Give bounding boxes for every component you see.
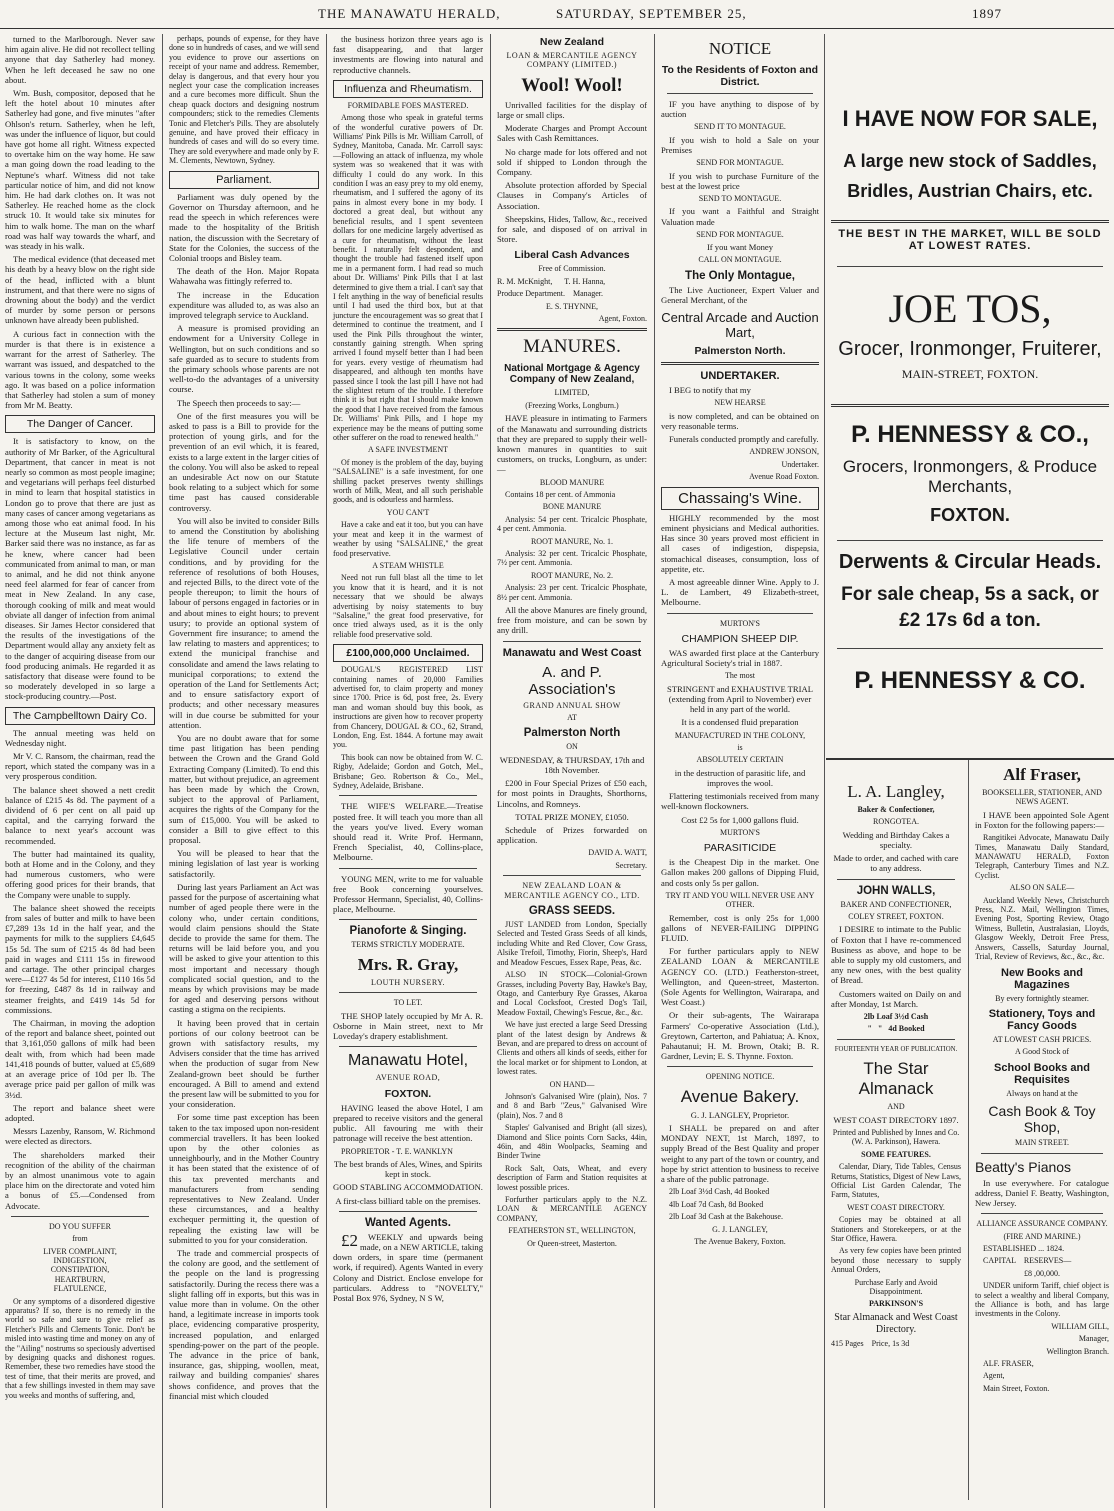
ad-hotel-road: AVENUE ROAD, xyxy=(375,1073,441,1083)
ad-text: Free of Commission. xyxy=(538,264,606,274)
divider xyxy=(339,1211,477,1212)
ad-derwents: Derwents & Circular Heads. xyxy=(838,551,1102,573)
divider xyxy=(339,992,477,993)
ad-hotel-town: FOXTON. xyxy=(384,1087,432,1100)
ad-text: is xyxy=(737,742,743,752)
ad-text: It is a condensed fluid preparation xyxy=(681,717,799,728)
ad-text: Among those who speak in grateful terms of the wonderful curative powers of Dr. Williams' Pink Pills is Mr. William Carroll, of Sydney, Manitoba, Canada. Mr. Carroll says:—Following an attack of influenza, my whole system was so weakened that it was with difficulty I could do any work. In this condition I was an easy prey to my old enemy, rheumatism, and I suffered the agony of its pains in almost every bone in my body. I doctored a great deal, but without any beneficial results, and I spent seventeen dollars for one medicine largely advertised as a cure for rheumatism, without the least benefit. I naturally felt despondent, and thought the trouble had fastened itself upon me in a permanent form. I had read so much about Dr. Williams' Pink Pills that I at last determined to give them a trial. I can't say that I felt anything in the way of beneficial results until I had used the third box, but at that juncture the encouragement was so great that I determined to continue the treatment, and I used the Pink Pills throughout the winter, constantly gaining strength. When spring arrived I found myself better than I had been for years. every vestige of rheumatism had disappeared, and although ten months have passed since I took the last pill I have not had the slightest return of the trouble. I therefore think it is but right that I should make known the good that I have received from the famous Dr. Williams' Pink Pills, and I hope my experience may be the means of putting some other sufferer on the road to renewed health." xyxy=(333,113,483,443)
notice-line: If you want Money xyxy=(706,242,774,253)
ad-text: BOOKSELLER, STATIONER, AND NEWS AGENT. xyxy=(982,788,1102,807)
ad-text: We have just erected a large Seed Dressing plant of the latest design by Andrews & Bevan, and are prepared to dress on account of Clients and others all kinds of seeds, either for the local market or for shipment to London, at lowest rates. xyxy=(497,1020,647,1077)
ad-text: JUST LANDED from London, Specially Selected and Tested Grass Seeds of all kinds, including White and Red Clover, Cow Grass, Alsike Trefoil, Timothy, Fiorin, Sheep's, Hard and Meadow Fescues, Essex Rape, Peas, &c. xyxy=(497,920,647,967)
ad-text: I DESIRE to intimate to the Public of Foxton that I have re-commenced Business as above, and hope to be able to supply my old customers, and any new ones, with the best quality of Bread. xyxy=(831,924,961,986)
ad-text: Have a cake and eat it too, but you can have your meat and keep it in the warmest of weather by using "SALSALINE," the great food preservative. xyxy=(333,520,483,558)
ad-text: WEDNESDAY, & THURSDAY, 17th and 18th November. xyxy=(499,754,645,776)
ad-text: UNDER uniform Tariff, chief object is to select a wealthy and liberal Company, the Alliance is both, and has large investments in the Colony. xyxy=(975,1281,1109,1319)
ad-text: I BEG to notify that my xyxy=(669,385,751,396)
ad-only-montague: The Only Montague, xyxy=(685,269,795,282)
ad-sale-text: A large new stock of Saddles, Bridles, Austrian Chairs, etc. xyxy=(843,151,1097,201)
ad-heading-nz: New Zealand xyxy=(539,36,605,48)
ad-text: HAVING leased the above Hotel, I am prepared to receive visitors and the general public. All favouring me with their patronage will receive the best attention. xyxy=(333,1102,483,1144)
divider xyxy=(339,795,477,796)
ad-text: Sheepskins, Hides, Tallow, &c., received for sale, and disposed of on arrival in Store. xyxy=(497,213,647,245)
divider xyxy=(661,362,819,365)
article-paragraph: The medical evidence (that deceased met his death by a heavy blow on the right side of the head, inflicted with a blunt instrument, and that there were no signs of drowning about the body) and the verdict of murder by some person or persons unknown have already been published. xyxy=(5,254,155,326)
ad-text: A Good Stock of xyxy=(1015,1047,1069,1057)
ad-text: Schedule of Prizes forwarded on application. xyxy=(497,825,647,846)
ad-heading-piano: Pianoforte & Singing. xyxy=(349,925,467,938)
subheading: FORMIDABLE FOES MASTERED. xyxy=(347,100,469,110)
ad-notice: NOTICE xyxy=(708,39,772,58)
ad-text: Or any symptoms of a disordered digestive apparatus? If so, there is no remedy in the world so safe and sure to give relief as Fletcher's Pills and Clements Tonic. Don't be misled into wasting time and money on any of the "Ailing" nostrums so speciously advertised by designing quacks and dishonest rogues. Remember, these two remedies have stood the test of time, that their merits are proved, and that a few shillings invested in them may save you weeks and months of suffering, and, xyxy=(5,1296,155,1400)
article-paragraph: the business horizon three years ago is fast disappearing, and that larger investments are flowing into natural and reproductive channels. xyxy=(333,34,483,75)
column-rule xyxy=(824,34,825,1508)
article-paragraph: Mr V. C. Ransom, the chairman, read the report, which stated the company was in a very prosperous condition. xyxy=(5,751,155,782)
ad-text: Star Almanack and West Coast Directory. xyxy=(834,1311,958,1335)
ad-price: 2lb Loaf 3½d Cash, 4d Booked xyxy=(669,1187,770,1197)
ad-text: is the Cheapest Dip in the market. One Gallon makes 200 gallons of Dipping Fluid, and costs only 5s per gallon. xyxy=(661,857,819,888)
ad-text: As very few copies have been printed beyond those necessary to supply Annual Orders, xyxy=(831,1246,961,1275)
ad-signature: Avenue Road Foxton. xyxy=(749,472,819,482)
divider xyxy=(503,875,641,876)
divider xyxy=(981,1153,1103,1154)
ad-text: In use everywhere. For catalogue address, Daniel F. Beatty, Washington, New Jersey. xyxy=(975,1177,1109,1208)
headline-influenza: Influenza and Rheumatism. xyxy=(333,80,483,98)
ad-text: Cost £2 5s for 1,000 gallons fluid. xyxy=(681,814,799,825)
ad-text: AT xyxy=(567,713,577,722)
ad-text: TOTAL PRIZE MONEY, £1050. xyxy=(515,811,629,822)
ad-parasiticide: PARASITICIDE xyxy=(703,842,777,855)
manure-name: BLOOD MANURE xyxy=(539,477,605,487)
notice-line: If you want a Faithful and Straight Valuation made xyxy=(661,206,819,227)
ad-heading: TO LET. xyxy=(393,998,423,1008)
ad-text: (FIRE AND MARINE.) xyxy=(1003,1231,1081,1241)
ad-text: WEEKLY and upwards being made, on a NEW ARTICLE, taking down orders, in spare time (permanent work, if required). Agents Wanted in every Colony and District. Enclose envelope for particulars. Address to "NOVELTY," Postal Box 976, Sydney, N S W, xyxy=(333,1231,483,1303)
ad-beatty: Beatty's Pianos xyxy=(975,1158,1072,1175)
ad-joe-tos: JOE TOS, xyxy=(888,286,1052,331)
ad-text: Rangitikei Advocate, Manawatu Daily Times, Manawatu Daily Standard, MANAWATU HERALD, Foxton Telegraph, Canterbury Times and N.Z. Cyclist. xyxy=(975,833,1109,880)
ad-signature: The Avenue Bakery, Foxton. xyxy=(694,1236,786,1246)
ad-text: ALSO IN STOCK—Colonial-Grown Grasses, including Poverty Bay, Hawke's Bay, Otago, and Canterbury Rye Grasses, Akaroa and Local Cocksfoot, Crested Dog's Tail, Meadow Foxtail, Chewing's Fescue, &c., &c. xyxy=(497,970,647,1017)
notice-line: SEND IT TO MONTAGUE. xyxy=(694,122,786,132)
ad-langley-town: RONGOTEA. xyxy=(873,817,919,827)
column-7 xyxy=(826,760,966,1500)
ad-text: HAVE pleasure in intimating to Farmers of the Manawatu and surrounding districts that they are prepared to supply their well-known manures in quantities to suit customers, on trucks, Longburn, as under:— xyxy=(497,413,647,475)
divider xyxy=(667,93,813,94)
column-8 xyxy=(970,760,1114,1500)
ad-text: Made to order, and cached with care to any address. xyxy=(833,853,959,874)
column-5 xyxy=(656,34,824,1508)
ad-text: Or their sub-agents, The Wairarapa Farmers' Co-operative Association (Ltd.), Greytown, Carterton, and Pahiatua; A. Knox, Pahautanui; H. M. Brown, Otaki; B. R. Gardner, Levin; E. S. Thynne. Foxton. xyxy=(661,1010,819,1062)
manure-text: Analysis: 54 per cent. Tricalcic Phosphate, 4 per cent. Ammonia. xyxy=(497,514,647,534)
article-paragraph: Parliament was duly opened by the Governor on Thursday afternoon, and he read the speech in which references were made to the hospitality of the British nation, the discussion with the Secretary of State for the Colonies, the success of the Colonial troops and Bisley team. xyxy=(169,191,319,263)
article-paragraph: The trade and commercial prospects of the colony are good, and the settlement of the people on the land is progressing satisfactorily. During the recess there was a slight falling off in exports, but this was in value more than in volume. On the other hand, a legitimate increase in imports took place, evidencing comparative prosperity, increased population, and enlarged spending-power on the part of the people. The advance in the price of bank, insurance, gas, shipping, woollen, meat, railway and building companies' shares shows confidence, and proves that the financial mist which clouded xyxy=(169,1248,319,1401)
divider xyxy=(981,1213,1103,1214)
ad-price: " " 4d Booked xyxy=(867,1024,925,1034)
column-rule xyxy=(162,34,163,1508)
ad-text: Moderate Charges and Prompt Account Sales with Cash Remittances. xyxy=(497,123,647,144)
manure-name: BONE MANURE xyxy=(542,502,602,512)
ad-show-place: Palmerston North xyxy=(523,727,621,740)
article-paragraph: During last years Parliament an Act was passed for the purpose of ascertaining what number of aged people there were in the colony who, under certain conditions, would claim pensions should the State decide to provide the same for them. The returns will be laid before you, and you will be asked to give your attention to this most important and necessary though complicated social question, and to the means by which provisions may be made for aged and deserving persons without casting a stigma on the recipients. xyxy=(169,881,319,1015)
ad-text: DOUGAL'S REGISTERED LIST containing names of 20,000 Families advertised for, to claim property and money since 1700. Price is 6d, post free, 2s. Every man and woman should buy this book, as instructions are given how to recover property from Chancery, DOUGAL & CO., 62, Strand, London, Eng. Est. 1844. A fortune may await you. xyxy=(333,665,483,750)
ad-text: A most agreeable dinner Wine. Apply to J. L. de Lambert, 49 Elizabeth-street, Melbourne. xyxy=(661,576,819,608)
notice-line: If you wish to hold a Sale on your Premises xyxy=(661,134,819,156)
masthead-date: SATURDAY, SEPTEMBER 25, xyxy=(556,6,747,21)
manure-text: Analysis: 23 per cent. Tricalcic Phosphate, 8½ per cent. Ammonia. xyxy=(497,583,647,602)
article-paragraph: turned to the Marlborough. Never saw him again alive. He did not recollect telling anyone that day Satherley had money. When he left deceased he saw no one about. xyxy=(5,34,155,85)
divider xyxy=(667,1066,813,1067)
article-paragraph: The report and balance sheet were adopted. xyxy=(5,1102,155,1123)
masthead-rule xyxy=(0,28,1114,29)
divider xyxy=(339,1046,477,1047)
ad-text: OPENING NOTICE. xyxy=(705,1072,775,1082)
ad-text: WEST COAST DIRECTORY. xyxy=(847,1202,945,1212)
article-paragraph: The Speech then proceeds to say:— xyxy=(177,397,301,408)
ad-heading: DO YOU SUFFER xyxy=(49,1221,111,1231)
ad-text: Johnson's Galvanised Wire (plain), Nos. 7 and 8 and Barb "Zeus," Galvanised Wire (plain), Nos. 7 and 8 xyxy=(497,1091,647,1120)
divider xyxy=(837,648,1103,649)
ad-list: LIVER COMPLAINT, INDIGESTION, CONSTIPATION, HEARTBURN, FLATULENCE, xyxy=(43,1246,117,1294)
ad-text: Need not run full blast all the time to let you know that it is heard, and it is not necessary that we should be always advertising by noisy statements to buy "Salsaline," the great food preservative, for once tried always used, as it is the only reliable food preservative sold. xyxy=(333,573,483,639)
ad-text: AT LOWEST CASH PRICES. xyxy=(992,1034,1092,1044)
ad-text: Remember, cost is only 25s for 1,000 gallons of NEVER-FAILING DIPPING FLUID. xyxy=(661,912,819,944)
ad-text: MAIN STREET. xyxy=(1014,1138,1070,1148)
article-paragraph: The balance sheet showed the receipts from sales of butter and milk to have been £7,289 13s 1d in the half year, and the payments for milk to the suppliers £4,645 15s 5d. The sum of £215 4s 8d had been paid in wages and £111 15s in firewood and cartage. The other principal charges were—£127 4s 5d for interest, £110 16s 5d for freezing, £487 8s 1d in railway and steamer freights, and £419 14s 5d for commissions. xyxy=(5,902,155,1015)
ad-signature: WILLIAM GILL, xyxy=(1051,1321,1109,1331)
article-paragraph: The death of the Hon. Major Ropata Wahawaha was fittingly referred to. xyxy=(169,266,319,287)
ad-text: ESTABLISHED ... 1824. xyxy=(983,1243,1065,1253)
ad-address: Or Queen-street, Masterton. xyxy=(527,1238,617,1248)
ad-text: ON xyxy=(566,742,578,752)
ad-text: perhaps, pounds of expense, for they have done so in hundreds of cases, and we will send you evidence to prove our assertions on receipt of your name and address. Remember, delay is dangerous, and that every hour you neglect your case the complication increases and a cure becomes more difficult. Shun the cheap quack doctors and designing nostrum compounders; stick to the remedies Clements Tonic and Fletcher's Pills. They are absolutely genuine, and have proved their efficacy in hundreds of cases and will do so every time. They are sold everywhere and made only by F. M. Clements, Newtown, Sydney. xyxy=(169,34,319,166)
headline-unclaimed: £100,000,000 Unclaimed. xyxy=(333,644,483,662)
ad-text: Of money is the problem of the day, buying "SALSALINE" is a safe investment, for one shilling packet preserves twenty shillings worth of Milk, Meat, and all such perishable goods, and is odourless and harmless. xyxy=(333,457,483,505)
divider xyxy=(837,266,1103,267)
ad-hennessy: P. HENNESSY & CO., xyxy=(851,421,1089,448)
column-rule xyxy=(326,34,327,1508)
ad-text: NEW HEARSE xyxy=(714,398,766,408)
ad-text: PROPRIETOR - T. E. WANKLYN xyxy=(341,1146,453,1156)
ad-new-books: New Books and Magazines xyxy=(1001,966,1083,991)
ad-text: The best brands of Ales, Wines, and Spirits kept in stock. xyxy=(333,1158,483,1180)
divider xyxy=(837,879,955,880)
article-paragraph: It having been proved that in certain portions of our colony beetroot can be grown with satisfactory results, my Advisers consider that the time has arrived when the production of sugar from New Zealand-grown beet should be further encouraged. A Bill to amend and extend the present law will be submitted to you for your consideration. xyxy=(169,1017,319,1110)
ad-text xyxy=(333,1232,483,1303)
ad-agent-name: E. S. THYNNE, xyxy=(545,301,599,311)
article-paragraph: A measure is promised providing an endowment for a University College in Wellington, but on such conditions and so safe guarded as to secure to students from the primary schools whose parents are not well-to-do the advantages of a university course. xyxy=(169,323,319,395)
ad-heading: YOU CAN'T xyxy=(386,507,430,517)
divider xyxy=(497,328,647,331)
ad-text: ABSOLUTELY CERTAIN xyxy=(696,755,784,765)
article-paragraph: You are no doubt aware that for some time past litigation has been pending between the Crown and the Grand Gold Extracting Company (Limited). To end this matter, but without prejudice, an agreement has been made by which the Crown, subject to the approval of Parliament, acquires the rights of the Company for the sum of £15,000. You will be asked to consider a Bill to give effect to this proposal. xyxy=(169,733,319,846)
ad-tos-addr: MAIN-STREET, FOXTON. xyxy=(901,367,1039,381)
ad-hotel-name: Manawatu Hotel, xyxy=(347,1052,469,1070)
ad-names: R. M. McKnight, T. H. Hanna, xyxy=(497,276,606,286)
ad-cash-book: Cash Book & Toy Shop, xyxy=(988,1103,1096,1136)
ad-langley: L. A. Langley, xyxy=(847,782,945,801)
ad-secretary: DAVID A. WATT, xyxy=(588,848,647,858)
ad-hennessy-sub: Grocers, Ironmongers, & Produce Merchants, xyxy=(842,457,1098,496)
ad-text: HIGHLY recommended by the most eminent physicians and Medical authorities. Has since 30 years proved most efficient in all cases of indigestion, dispepsia, stomachical diseases, consumption, loss of appetite, etc. xyxy=(661,512,819,574)
ad-show-heading: Manawatu and West Coast xyxy=(502,646,642,659)
article-paragraph: One of the first measures you will be asked to pass is a Bill to provide for the protection of young girls, and for the prevention of an evil which, it is feared, exists to a large extent in the larger cities of the colony. You will also be asked to repeal an undesirable Act now on our Statute book relating to a subject which for some time past has caused considerable controversy. xyxy=(169,410,319,513)
ad-price: 2lb Loaf 3d Cash at the Bakehouse. xyxy=(669,1212,783,1222)
ad-walls-sub: BAKER AND CONFECTIONER, xyxy=(840,899,952,909)
ad-heading-liberal: Liberal Cash Advances xyxy=(514,249,630,262)
article-paragraph: Messrs Lazenby, Ransom, W. Richmond were elected as directors. xyxy=(5,1126,155,1147)
ad-text: This book can now be obtained from W. C. Rigby, Adelaide; Gordon and Gotch, Mel., Brisbane; Geo. Robertson & Co., Mel., Sydney, Adelaide, Brisbane. xyxy=(333,752,483,791)
column-4 xyxy=(492,34,652,1508)
manure-text: Analysis: 32 per cent. Tricalcic Phosphate, 7½ per cent. Ammonia. xyxy=(497,548,647,568)
article-paragraph: For some time past exception has been taken to the tax imposed upon non-resident commercial travellers. It has been looked upon by the other colonies as unneighbourly, and in the Mother Country it has been stated that the existence of of this tax prevented merchants and manufacturers from sending representatives to New Zealand. Under these circumstances, and a healthy exchequer permitting it, the question of repealing the existing law will be submitted to you for your consideration. xyxy=(169,1112,319,1245)
article-paragraph: You will be pleased to hear that the mining legislation of last year is working satisfactorily. xyxy=(169,848,319,879)
ad-subheading: LOAN & MERCANTILE AGENCY COMPANY (LIMITED.) xyxy=(506,51,638,70)
column-2 xyxy=(164,34,324,1508)
ad-text: STRINGENT and EXHAUSTIVE TRIAL (extending from April to November) ever held in any part of the world. xyxy=(666,683,813,715)
article-paragraph: You will also be invited to consider Bills to amend the Constitution by abolishing the life tenure of members of the Legislative Council under certain conditions, and by providing for the reference of resolutions of both Houses, and rejected Bills, to the direct vote of the people thereupon; to limit the hours of labour of persons engaged in factories or in and about mines to eight hours; to prevent usury; to provide an optional system of Government fire insurance; to amend the law relating to masters and apprentices; to extend the municipal franchise and consolidate and amend the laws relating to municipal corporations; to extend the operation of the Land for Settlements Act; and to ensure satisfactory export of products; and other necessary measures will in due course be submitted for your attention. xyxy=(169,515,319,730)
ad-tos-sub: Grocer, Ironmonger, Fruiterer, xyxy=(838,338,1102,360)
notice-line: CALL ON MONTAGUE. xyxy=(698,255,782,265)
notice-line: SEND TO MONTAGUE. xyxy=(698,194,782,204)
ad-text: Forfurther particulars apply to the N.Z. LOAN & MERCANTILE AGENCY COMPANY, xyxy=(497,1195,647,1223)
article-paragraph: The increase in the Education expenditure was alluded to, as was also an improved telegraph service to Auckland. xyxy=(169,289,319,320)
article-paragraph: It is satisfactory to know, on the authority of Mr Barker, of the Agricultural Department, that cancer in meat is not nearly so common as most people imagine; and vegetarians will perhaps feel disturbed in mind to learn that hospital statistics in London go to prove that there are just as many cases of cancer among vegetarians as among those who eat animal food. In his lecture at the Museum last night, Mr. Barker said there was no instance, as far as he knew, where cancer had been communicated from animal to man, or man to animal, and he did not think anyone need feel alarmed for fear of cancer from meat in New Zealand. In any case, thorough cooking of milk and meat would obviate all danger of infection from animal diseases. Sir James Hector considered that the results of the investigations of the Department would allay any anxiety felt as to the danger of acquiring disease from our food producing animals. He regarded it as satisfactory that disease were found to be so moderately developed in so large a stock-producing country.—Post. xyxy=(5,436,155,702)
ad-text: THE SHOP lately occupied by Mr A. R. Osborne in Main street, next to Mr Loveday's drapery establishment. xyxy=(333,1010,483,1042)
divider xyxy=(11,1216,149,1217)
notice-line: SEND FOR MONTAGUE. xyxy=(696,158,784,168)
ad-text: Purchase Early and Avoid Disappointment. xyxy=(854,1277,938,1296)
ad-signature: ANDREW JONSON, xyxy=(749,447,819,457)
column-rule xyxy=(654,34,655,1508)
ad-company: National Mortgage & Agency Company of New Zealand, xyxy=(504,363,640,386)
ad-heading-agents: Wanted Agents. xyxy=(364,1216,452,1229)
ad-text: All the above Manures are finely ground, free from moisture, and can be sown by any drill. xyxy=(497,604,647,636)
article-paragraph: The shareholders marked their recognition of the ability of the chairman by an almost unanimous vote to again place him on the directorate and voted him a bonus of £5.—Condensed from Advocate. xyxy=(5,1149,155,1211)
ad-text: WAS awarded first place at the Canterbury Agricultural Society's trial in 1887. xyxy=(661,647,819,669)
column-rule xyxy=(968,760,969,1500)
ad-price: 4lb Loaf 7d Cash, 8d Booked xyxy=(669,1199,764,1209)
ad-signature: Wellington Branch. xyxy=(1046,1346,1109,1356)
ad-text: By every fortnightly steamer. xyxy=(995,993,1089,1003)
ad-text: Absolute protection afforded by Special Clauses in Company's Articles of Association. xyxy=(497,180,647,211)
ad-heading: A SAFE INVESTMENT xyxy=(367,445,448,455)
ad-text: YOUNG MEN, write to me for valuable free Book concerning yourselves. Professor Hermann, Specialist, 40, Collins-place, Melbourne. xyxy=(333,873,483,915)
notice-line: SEND FOR MONTAGUE. xyxy=(696,229,784,239)
ad-pages-count: 415 Pages xyxy=(831,1338,864,1348)
ad-text: Rock Salt, Oats, Wheat, and every description of Farm and Station requisites at lowest possible prices. xyxy=(497,1163,647,1192)
divider xyxy=(837,540,1103,541)
manure-name: ROOT MANURE, No. 1. xyxy=(530,536,614,546)
headline-cancer: The Danger of Cancer. xyxy=(5,415,155,433)
ad-heading: A STEAM WHISTLE xyxy=(372,560,444,570)
ad-text: A first-class billiard table on the premises. xyxy=(335,1195,481,1206)
ad-text: £200 in Four Special Prizes of £50 each, for most points in Draughts, Shorthorns, Lincolns, and Romneys. xyxy=(497,778,647,809)
masthead xyxy=(0,0,1114,30)
ad-text: MANUFACTURED IN THE COLONY, xyxy=(674,730,806,740)
ad-sheep-dip: CHAMPION SHEEP DIP. xyxy=(681,632,799,645)
ad-text: THE WIFE'S WELFARE.—Treatise posted free. It will teach you more than all the years you've lived. Every woman should read it. Write Prof. Hermann, French Specialist, 40, Collins-place, Melbourne. xyxy=(333,801,483,863)
masthead-year: 1897 xyxy=(972,6,1002,21)
ad-text: CAPITAL RESERVES— xyxy=(983,1256,1072,1266)
article-paragraph: A curious fact in connection with the murder is that there is in existence a warrant for the arrest of Satherley. The warrant was issued, and despatched to the various towns in the colony, some weeks ago. It was based on a police information that Satherley had stolen a sum of money from Mr M. Beatty. xyxy=(5,328,155,411)
ad-text: from xyxy=(72,1234,88,1244)
column-1 xyxy=(0,34,160,1508)
ad-text: Wedding and Birthday Cakes a specialty. xyxy=(842,829,950,851)
article-paragraph: The balance sheet showed a nett credit balance of £215 4s 8d. The payment of a dividend of 6 per cent on all paid up capital, and the carrying forward the balance to next year's account was recommended. xyxy=(5,784,155,846)
ad-hennessy-2: P. HENNESSY & CO. xyxy=(854,667,1086,694)
masthead-title: THE MANAWATU HERALD, xyxy=(318,6,501,21)
ad-insurance: ALLIANCE ASSURANCE COMPANY. xyxy=(976,1219,1108,1229)
ad-signature: ALF. FRASER, xyxy=(983,1359,1034,1369)
ad-text: No charge made for lots offered and not sold if shipped to London through the Company. xyxy=(497,146,647,178)
ad-school-books: School Books and Requisites xyxy=(994,1061,1090,1086)
ad-star-almanack: The Star Almanack xyxy=(858,1059,934,1099)
ad-pages xyxy=(831,1339,961,1348)
ad-stationery: Stationery, Toys and Fancy Goods xyxy=(988,1007,1096,1032)
ad-text: ALSO ON SALE— xyxy=(1009,883,1075,893)
ad-derwents-price: For sale cheap, 5s a sack, or £2 17s 6d a ton. xyxy=(841,584,1099,631)
ad-walls: JOHN WALLS, xyxy=(856,884,936,897)
ad-central-town: Palmerston North. xyxy=(694,345,786,358)
ad-text: (Freezing Works, Longburn.) xyxy=(525,400,619,410)
ad-text: For further particulars apply to NEW ZEALAND LOAN & MERCANTILE AGENCY CO. (LTD.) Featherston-street, Wellington, and Queen-street, Masterton. (Sole Agents for Wellington, Wairarapa, and West Coast.) xyxy=(661,946,819,1008)
headline-parliament: Parliament. xyxy=(169,171,319,189)
ad-grass-seeds: GRASS SEEDS. xyxy=(528,905,616,918)
column-6 xyxy=(826,34,1114,754)
ad-text: I SHALL be prepared on and after MONDAY NEXT, 1st March, 1897, to supply Bread of the Best Quality and proper weight to any part of the town or country, and hope by strict attention to business to receive a share of the public patronage. xyxy=(661,1123,819,1185)
divider xyxy=(837,1039,955,1040)
ad-notice-sub: To the Residents of Foxton and District. xyxy=(661,64,819,88)
divider xyxy=(667,613,813,614)
ad-text: TRY IT AND YOU WILL NEVER USE ANY OTHER. xyxy=(665,890,815,910)
ad-text: Always on hand at the xyxy=(1006,1088,1078,1098)
ad-sale-heading: I HAVE NOW FOR SALE, xyxy=(842,106,1098,131)
ad-text: Funerals conducted promptly and carefully. xyxy=(669,434,819,445)
ad-hennessy-town: FOXTON. xyxy=(930,505,1010,525)
notice-line: IF you have anything to dispose of by auction xyxy=(661,99,819,120)
ad-text: Auckland Weekly News, Christchurch Press, N.Z. Mail, Wellington Times, Evening Post, Sporting Review, Otago Witness, Bulletin, Australasian, Lloyds, Glasgow Weekly, Detroit Free Press, Answers, Cassells, Saturday Journal, Trial, Review of Reviews, &c., &c., &c. xyxy=(975,895,1109,962)
ad-text: Calendar, Diary, Tide Tables, Census Returns, Statistics, Digest of New Laws, Official List Garden Calendar, The Farm, Statutes, xyxy=(831,1162,961,1200)
ad-text: G. J. LANGLEY, Proprietor. xyxy=(690,1109,790,1120)
ad-text: Unrivalled facilities for the display of large or small clips. xyxy=(497,99,647,121)
column-rule xyxy=(490,34,491,1508)
ad-signature: Agent, xyxy=(983,1371,1005,1381)
ad-heading: NEW ZEALAND LOAN & MERCANTILE AGENCY CO., LTD. xyxy=(504,881,640,900)
ad-text: WEST COAST DIRECTORY 1897. xyxy=(833,1114,959,1125)
manure-name: ROOT MANURE, No. 2. xyxy=(530,570,614,580)
ad-features: SOME FEATURES. xyxy=(861,1149,931,1159)
ad-alf-fraser: Alf Fraser, xyxy=(1003,765,1081,784)
ad-parkinson: PARKINSON'S xyxy=(868,1299,924,1309)
ad-text: I HAVE been appointed Sole Agent in Foxton for the following papers:— xyxy=(975,809,1109,831)
ad-text: Staples' Galvanised and Bright (all sizes), Diamond and Slice points Corn Sacks, 44in, 46in, and 48in Woolpacks, Seaming and Binder Twine xyxy=(497,1123,647,1161)
column-3 xyxy=(328,34,488,1508)
ad-manures: MANURES. xyxy=(523,336,621,358)
ad-text: is now completed, and can be obtained on very reasonable terms. xyxy=(661,410,819,432)
divider xyxy=(339,868,477,869)
ad-text: The Live Auctioneer, Expert Valuer and General Merchant, of the xyxy=(661,284,819,306)
ad-best: THE BEST IN THE MARKET, WILL BE SOLD AT LOWEST RATES. xyxy=(838,228,1102,252)
ad-text: LIMITED, xyxy=(554,388,590,398)
ad-text: £8 ,00,000. xyxy=(1024,1268,1060,1278)
ad-text: in the destruction of parasitic life, and improves the wool. xyxy=(674,767,806,788)
article-paragraph: The butter had maintained its quality, both at Home and in the Colony, and they had numerous customers, who were offering good prices for their brands, that the Company were unable to supply. xyxy=(5,848,155,900)
ad-text: AND xyxy=(887,1102,905,1112)
ad-text: Flattering testimonials received from many well-known flockowners. xyxy=(661,791,819,812)
ad-avenue-bakery: Avenue Bakery. xyxy=(680,1086,800,1106)
ad-names: Produce Department. Manager. xyxy=(497,289,603,299)
divider xyxy=(831,220,1109,223)
ad-text: Copies may be obtained at all Stationers and Storekeepers, or at the Star Office, Hawera. xyxy=(831,1215,961,1243)
ad-text: FOURTEENTH YEAR OF PUBLICATION. xyxy=(834,1045,958,1053)
notice-line: If you wish to purchase Furniture of the best at the lowest price xyxy=(661,170,819,191)
ad-langley-sub: Baker & Confectioner, xyxy=(857,805,935,814)
ad-signature: Main Street, Foxton. xyxy=(983,1383,1050,1393)
ad-text: Printed and Published by Innes and Co. (W. A. Parkinson), Hawera. xyxy=(832,1127,960,1147)
ad-text: The most xyxy=(725,671,755,681)
ad-text: GRAND ANNUAL SHOW xyxy=(523,700,621,710)
ad-signature: G. J. LANGLEY, xyxy=(712,1224,768,1234)
divider xyxy=(339,919,477,920)
ad-price: Price, 1s 3d xyxy=(871,1338,910,1348)
ad-secretary-title: Secretary. xyxy=(615,860,647,870)
ad-address: FEATHERSTON ST., WELLINGTON, xyxy=(508,1226,636,1236)
ad-central-arcade: Central Arcade and Auction Mart, xyxy=(661,310,819,341)
article-paragraph: The annual meeting was held on Wednesday night. xyxy=(5,727,155,748)
article-paragraph: Wm. Bush, compositor, deposed that he left the hotel about 10 minutes after Satherley had gone, and five minutes "after Ohlson's return. Satherley, when he left, was under the influence of liquor, but could have got home all right. Witness expected to overtake him on the way home. He saw a man going down the road leading to the Neptune's wharf. Witness did not take particular notice of him, and did not know him. He had dark clothes on. It was not Satherley. He reached home as the clock struck 10. It would take six minutes for him to walk home. The man on the wharf road was half way towards the wharf, and was steady in his walk. xyxy=(5,88,156,252)
ad-text: GOOD STABLING ACCOMMODATION. xyxy=(333,1182,483,1193)
ad-agent-title: Agent, Foxton. xyxy=(598,314,647,324)
article-paragraph: The Chairman, in moving the adoption of the report and balance sheet, pointed out that 3,161,050 gallons of milk had been dealt with, from which had been made 141,418 pounds of butter, valued at £5,689 at an average price of 10d per lb. The average price paid per gallon of milk was 3½d. xyxy=(5,1018,155,1100)
ad-text: MURTON'S xyxy=(720,827,760,837)
ad-text: MURTON'S xyxy=(720,618,760,628)
manure-text: Contains 18 per cent. of Ammonia xyxy=(505,489,616,499)
ad-amount: £2 xyxy=(341,1230,358,1250)
ad-price: 2lb Loaf 3½d Cash xyxy=(863,1012,929,1022)
ad-walls-addr: COLEY STREET, FOXTON. xyxy=(848,912,944,922)
ad-wine: Chassaing's Wine. xyxy=(661,487,819,510)
ad-signature: Undertaker. xyxy=(781,459,819,469)
ad-text: Customers waited on Daily on and after Monday, 1st March. xyxy=(831,988,961,1009)
ad-name: Mrs. R. Gray, xyxy=(357,954,459,974)
divider xyxy=(503,641,641,642)
divider xyxy=(831,404,1109,407)
ad-show-association: A. and P. Association's xyxy=(528,663,616,698)
ad-wool: Wool! Wool! xyxy=(521,74,623,96)
ad-signature: Manager, xyxy=(1078,1334,1109,1344)
ad-undertaker: UNDERTAKER. xyxy=(700,370,780,383)
ad-subheading: TERMS STRICTLY MODERATE. xyxy=(351,940,465,950)
headline-dairy: The Campbelltown Dairy Co. xyxy=(5,707,155,725)
ad-text: ON HAND— xyxy=(549,1079,595,1089)
ad-place: LOUTH NURSERY. xyxy=(371,977,445,987)
